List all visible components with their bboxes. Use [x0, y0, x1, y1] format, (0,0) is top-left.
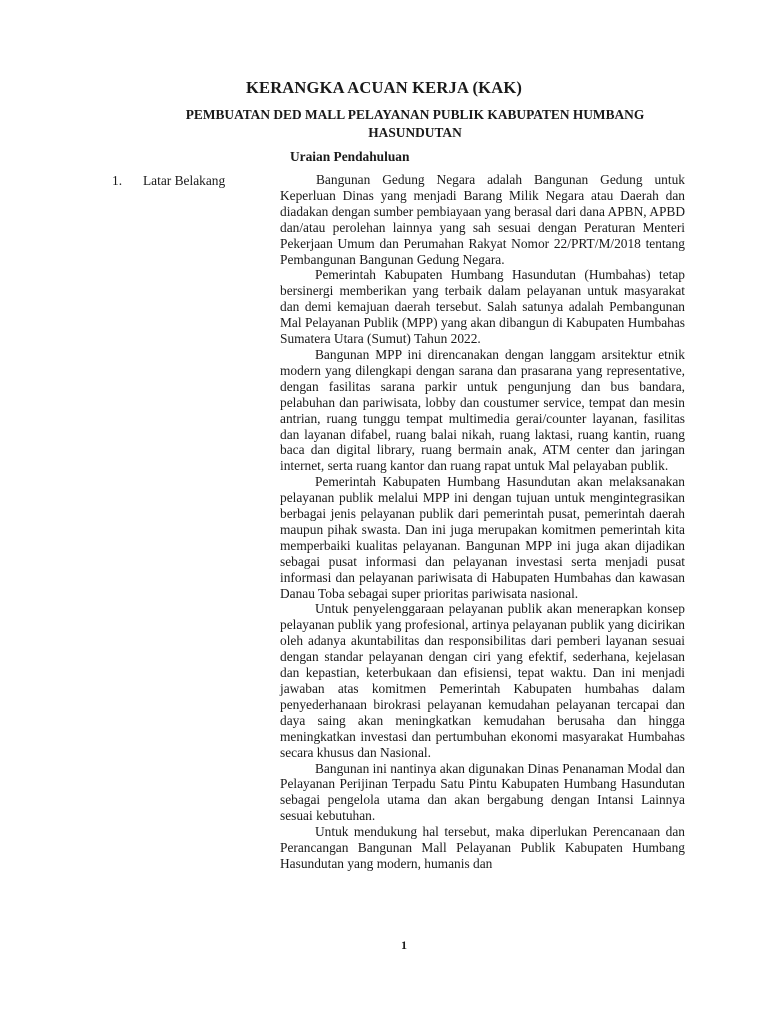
paragraph: Untuk mendukung hal tersebut, maka diperlukan Perencanaan dan Perancangan Bangunan Mall Pelayanan Publik Kabupaten Humbang Hasundutan yang modern, humanis dan — [280, 824, 685, 871]
paragraph: Untuk penyelenggaraan pelayanan publik akan menerapkan konsep pelayanan publik yang profesional, artinya pelayanan publik yang dicirikan oleh adanya akuntabilitas dan responsibilitas dari pemberi layanan sesuai dengan standar pelayanan dengan ciri yang efektif, sederhana, kejelasan dan kepastian, keterbukaan dan efisiensi, tepat waktu. Dan ini menjadi jawaban atas komitmen Pemerintah Kabupaten humbahas dalam penyederhanaan birokrasi pelayanan kemudahan pelayanan tercapai dan daya saing akan meningkatkan kemudahan berusaha dan hingga meningkatkan investasi dan pertumbuhan ekonomi masyarakat Humbahas secara khusus dan Nasional. — [280, 601, 685, 760]
paragraph: Bangunan Gedung Negara adalah Bangunan Gedung untuk Keperluan Dinas yang menjadi Barang Milik Negara atau Daerah dan diadakan dengan sumber pembiayaan yang berasal dari dana APBN, APBD dan/atau perolehan lainnya yang sah sesuai dengan Peraturan Menteri Pekerjaan Umum dan Perumahan Rakyat Nomor 22/PRT/M/2018 tentang Pembangunan Bangunan Gedung Negara. — [280, 172, 685, 267]
item-number: 1. — [112, 173, 123, 188]
section-heading: Uraian Pendahuluan — [290, 149, 410, 164]
paragraph: Bangunan ini nantinya akan digunakan Dinas Penanaman Modal dan Pelayanan Perijinan Terpadu Satu Pintu Kabupaten Humbang Hasundutan sebagai pengelola utama dan akan bergabung dengan Intansi Lainnya sesuai kebutuhan. — [280, 760, 685, 824]
paragraph: Pemerintah Kabupaten Humbang Hasundutan (Humbahas) tetap bersinergi memberikan yang terbaik dalam pelayanan untuk masyarakat dan demi kemajuan daerah tersebut. Salah satunya adalah Pembangunan Mal Pelayanan Publik (MPP) yang akan dibangun di Kabupaten Humbahas Sumatera Utara (Sumut) Tahun 2022. — [280, 267, 685, 347]
document-title: KERANGKA ACUAN KERJA (KAK) — [245, 78, 523, 97]
page-number: 1 — [401, 938, 407, 952]
paragraph: Bangunan MPP ini direncanakan dengan langgam arsitektur etnik modern yang dilengkapi dengan sarana dan prasarana yang representative, dengan fasilitas sarana parkir untuk pengunjung dan bus bandara, pelabuhan dan pariwisata, lobby dan coustumer service, tempat dan mesin antrian, ruang tunggu tempat multimedia gerai/counter layanan, fasilitas dan layanan difabel, ruang balai nikah, ruang laktasi, ruang kantin, ruang baca dan digital library, ruang bermain anak, ATM center dan jaringan internet, serta ruang kantor dan ruang rapat untuk Mal pelayaban publik. — [280, 346, 685, 474]
paragraph: Pemerintah Kabupaten Humbang Hasundutan akan melaksanakan pelayanan publik melalui MPP ini dengan tujuan untuk mengintegrasikan berbagai jenis pelayanan publik dari pemerintah pusat, pemerintah daerah maupun pihak swasta. Dan ini juga merupakan komitmen pemerintah kita memperbaiki kualitas pelayanan. Bangunan MPP ini juga akan dijadikan sebagai pusat informasi dan pelayanan investasi serta menjadi pusat informasi dan pelayanan pariwisata di Habupaten Humbahas dan kawasan Danau Toba sebagai super prioritas pariwisata nasional. — [280, 474, 685, 601]
item-label: Latar Belakang — [143, 173, 226, 188]
body-text — [280, 172, 685, 872]
document-subtitle: PEMBUATAN DED MALL PELAYANAN PUBLIK KABUPATEN HUMBANG HASUNDUTAN — [185, 107, 645, 140]
